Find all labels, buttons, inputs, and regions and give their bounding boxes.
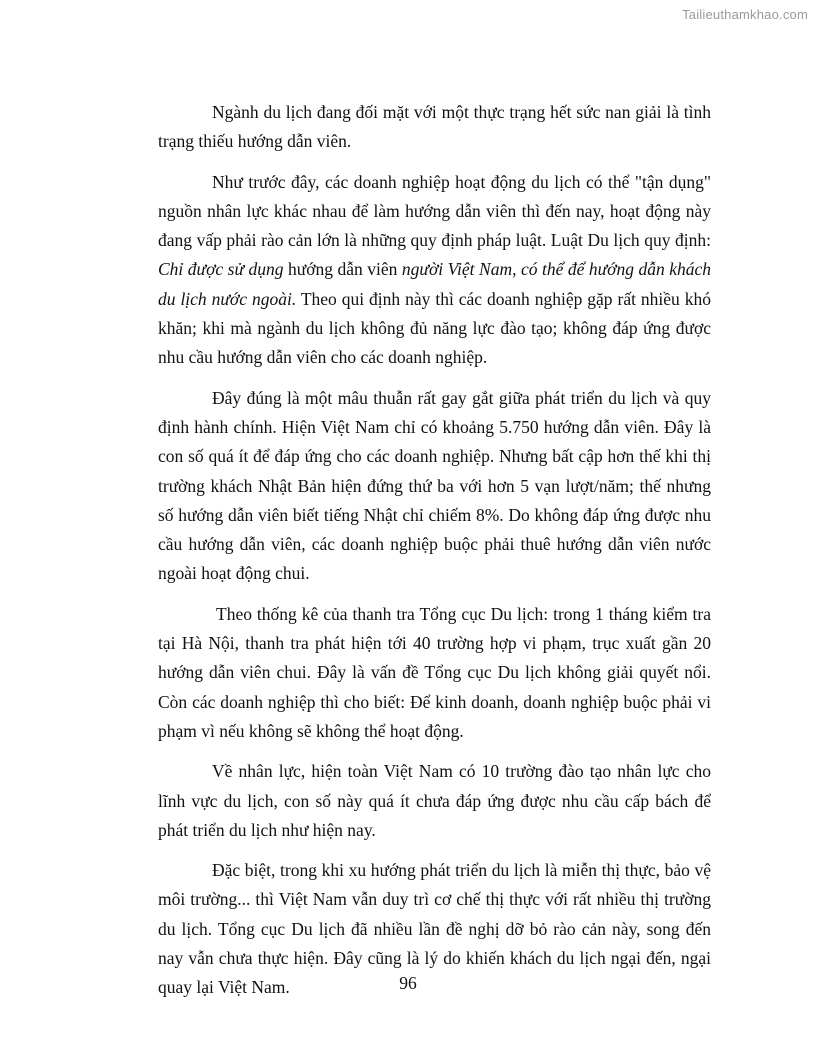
paragraph-2: [158, 168, 711, 373]
italic-phrase-1: Chỉ được sử dụng: [158, 259, 284, 280]
paragraph-5: Về nhân lực, hiện toàn Việt Nam có 10 trường đào tạo nhân lực cho lĩnh vực du lịch, con số này quá ít chưa đáp ứng được nhu cầu cấp bách để phát triển du lịch như hiện nay.: [158, 761, 711, 840]
paragraph-2-part-2: hướng dẫn viên: [283, 259, 402, 280]
paragraph-3: Đây đúng là một mâu thuẫn rất gay gắt giữa phát triển du lịch và quy định hành chính. Hiện Việt Nam chỉ có khoảng 5.750 hướng dẫn viên. Đây là con số quá ít để đáp ứng cho các doanh nghiệp. Nhưng bất cập hơn thế khi thị trường khách Nhật Bản hiện đứng thứ ba với hơn 5 vạn lượt/năm; thế nhưng số hướng dẫn viên biết tiếng Nhật chỉ chiếm 8%. Do không đáp ứng được nhu cầu hướng dẫn viên, các doanh nghiệp buộc phải thuê hướng dẫn viên nước ngoài hoạt động chui.: [158, 387, 711, 584]
paragraph-2-part-3: Theo qui định này thì các doanh nghiệp gặp rất nhiều khó khăn; khi mà ngành du lịch không đủ năng lực đào tạo; không đáp ứng được nhu cầu hướng dẫn viên cho các doanh nghiệp.: [158, 288, 711, 368]
paragraph-2-part-1: Như trước đây, các doanh nghiệp hoạt động du lịch có thể "tận dụng" nguồn nhân lực khác nhau để làm hướng dẫn viên thì đến nay, hoạt động này đang vấp phải rào cản lớn là những quy định pháp luật. Luật Du lịch quy định:: [158, 171, 711, 251]
document-body: [158, 98, 711, 1014]
paragraph-6: Đặc biệt, trong khi xu hướng phát triển du lịch là miễn thị thực, bảo vệ môi trường... thì Việt Nam vẫn duy trì cơ chế thị thực với rất nhiều thị trường du lịch. Tổng cục Du lịch đã nhiều lần đề nghị dỡ bỏ rào cản này, song đến nay vẫn chưa thực hiện. Đây cũng là lý do khiến khách du lịch ngại đến, ngại quay lại Việt Nam.: [158, 860, 711, 998]
paragraph-1: Ngành du lịch đang đối mặt với một thực trạng hết sức nan giải là tình trạng thiếu hướng dẫn viên.: [158, 102, 711, 152]
page-number: 96: [399, 973, 417, 993]
watermark: Tailieuthamkhao.com: [682, 7, 808, 22]
italic-phrase-2: người Việt Nam, có thể để hướng dẫn khách du lịch nước ngoài.: [158, 259, 712, 309]
paragraph-4: Theo thống kê của thanh tra Tổng cục Du lịch: trong 1 tháng kiểm tra tại Hà Nội, thanh tra phát hiện tới 40 trường hợp vi phạm, trục xuất gần 20 hướng dẫn viên chui. Đây là vấn đề Tổng cục Du lịch không giải quyết nổi. Còn các doanh nghiệp thì cho biết: Để kinh doanh, doanh nghiệp buộc phải vi phạm vì nếu không sẽ không thể hoạt động.: [158, 603, 711, 741]
